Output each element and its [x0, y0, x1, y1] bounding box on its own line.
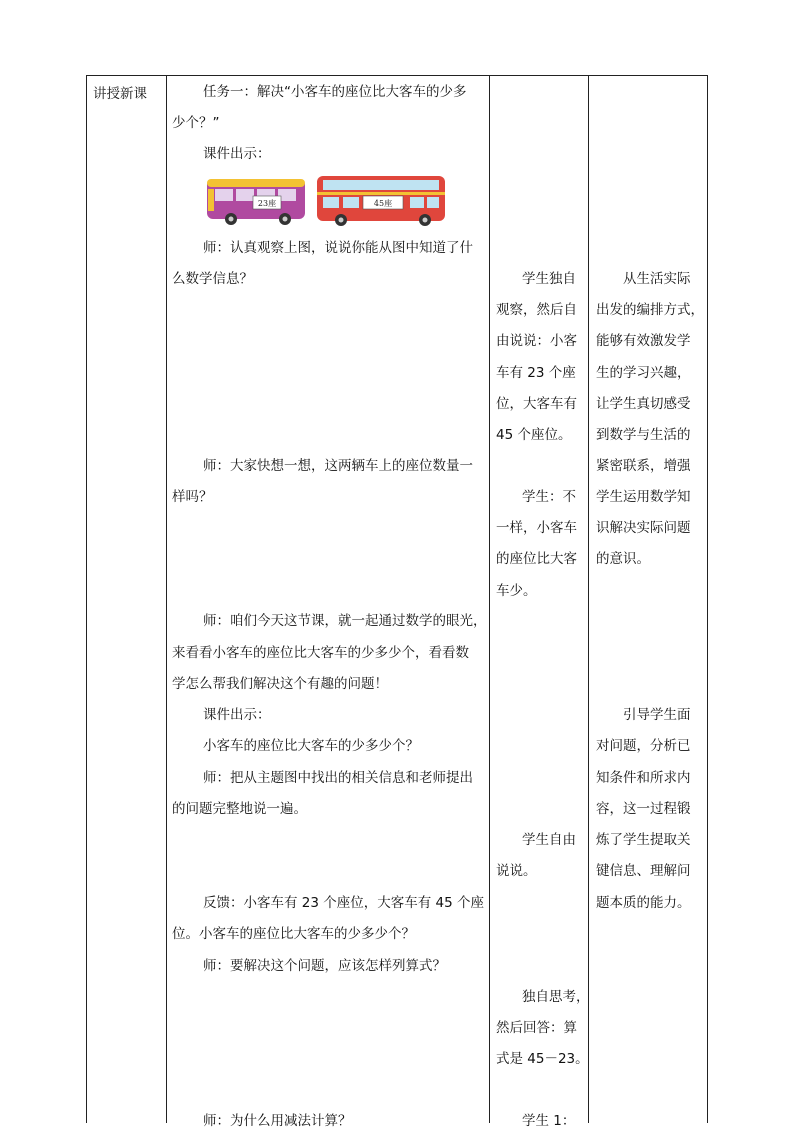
student-answer-5: 学生 1： — [522, 1113, 576, 1129]
design-note-1-line: 的意识。 — [596, 551, 650, 567]
design-note-1-line: 学生运用数学知 — [596, 489, 691, 505]
student-answer-4-line: 式是 45－23。 — [496, 1051, 589, 1067]
teacher-q4: 师：要解决这个问题，应该怎样列算式？ — [203, 958, 446, 974]
design-note-2-line: 对问题，分析已 — [596, 738, 691, 754]
table-divider-3 — [588, 75, 589, 1123]
table-border-right — [707, 75, 708, 1123]
table-divider-1 — [166, 75, 167, 1123]
student-answer-4-line: 独自思考， — [522, 989, 590, 1005]
design-note-2-line: 知条件和所求内 — [596, 770, 691, 786]
teacher-q5: 师：为什么用减法计算？ — [203, 1113, 352, 1129]
design-note-2-line: 引导学生面 — [623, 707, 691, 723]
table-divider-2 — [489, 75, 490, 1123]
student-answer-2-line: 一样，小客车 — [496, 520, 577, 536]
design-note-1-line: 出发的编排方式， — [596, 302, 704, 318]
student-answer-1-line: 观察，然后自 — [496, 302, 577, 318]
student-answer-1-line: 学生独自 — [522, 271, 576, 287]
student-answer-4-line: 然后回答：算 — [496, 1020, 577, 1036]
student-answer-3-line: 学生自由 — [522, 832, 576, 848]
courseware-label: 课件出示： — [203, 146, 271, 162]
design-note-1-line: 紧密联系，增强 — [596, 458, 691, 474]
design-note-1-line: 从生活实际 — [623, 271, 691, 287]
student-answer-2-line: 的座位比大客 — [496, 551, 577, 567]
design-note-1-line: 生的学习兴趣， — [596, 365, 691, 381]
feedback-line2: 位。小客车的座位比大客车的少多少个？ — [172, 926, 415, 942]
teacher-q2-line2: 样吗？ — [172, 489, 213, 505]
task-title-line1: 任务一：解决“小客车的座位比大客车的少多 — [203, 84, 467, 100]
design-note-1-line: 到数学与生活的 — [596, 427, 691, 443]
teacher-intro-line2: 来看看小客车的座位比大客车的少多少个，看看数 — [172, 645, 469, 661]
feedback-line1: 反馈：小客车有 23 个座位，大客车有 45 个座 — [203, 895, 485, 911]
teacher-q3-line2: 的问题完整地说一遍。 — [172, 801, 307, 817]
design-note-1-line: 让学生真切感受 — [596, 396, 691, 412]
task-title-line2: 少个？” — [172, 115, 220, 131]
design-note-2-line: 题本质的能力。 — [596, 895, 691, 911]
design-note-2-line: 容，这一过程锻 — [596, 801, 691, 817]
student-answer-3-line: 说说。 — [496, 863, 537, 879]
student-answer-1-line: 由说说：小客 — [496, 333, 577, 349]
teacher-q1-line1: 师：认真观察上图，说说你能从图中知道了什 — [203, 240, 473, 256]
row-label: 讲授新课 — [93, 86, 147, 102]
teacher-intro-line1: 师：咱们今天这节课，就一起通过数学的眼光， — [203, 613, 487, 629]
teacher-q3-line1: 师：把从主题图中找出的相关信息和老师提出 — [203, 770, 473, 786]
student-answer-1-line: 45 个座位。 — [496, 427, 572, 443]
student-answer-2-line: 学生：不 — [522, 489, 576, 505]
small-bus-label: 23座 — [257, 199, 277, 208]
large-bus-label: 45座 — [373, 199, 393, 208]
teacher-q2-line1: 师：大家快想一想，这两辆车上的座位数量一 — [203, 458, 473, 474]
student-answer-2-line: 车少。 — [496, 583, 537, 599]
student-answer-1-line: 车有 23 个座 — [496, 365, 576, 381]
small-bus-icon — [207, 179, 305, 225]
design-note-1-line: 识解决实际问题 — [596, 520, 691, 536]
teacher-q1-line2: 么数学信息？ — [172, 271, 253, 287]
courseware-label-2: 课件出示： — [203, 707, 271, 723]
table-border-left — [86, 75, 87, 1123]
teacher-intro-line3: 学怎么帮我们解决这个有趣的问题！ — [172, 676, 388, 692]
design-note-2-line: 键信息、理解问 — [596, 863, 691, 879]
bus-illustration — [205, 175, 450, 231]
buses-image — [205, 175, 450, 227]
student-answer-1-line: 位，大客车有 — [496, 396, 577, 412]
design-note-1-line: 能够有效激发学 — [596, 333, 691, 349]
design-note-2-line: 炼了学生提取关 — [596, 832, 691, 848]
problem-statement: 小客车的座位比大客车的少多少个？ — [203, 738, 419, 754]
